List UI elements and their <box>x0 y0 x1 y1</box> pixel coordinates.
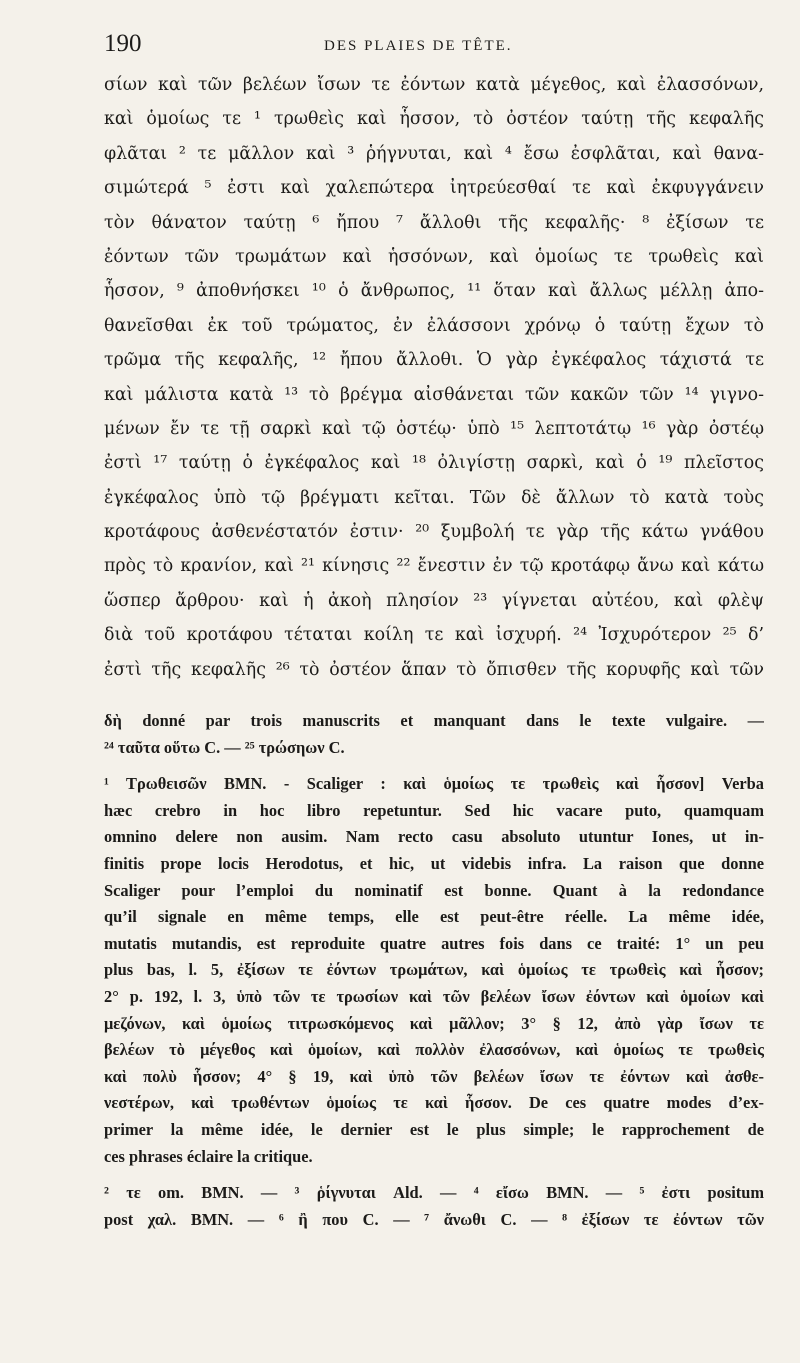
page-header <box>104 30 760 64</box>
text-line: θανεῖσθαι ἐκ τοῦ τρώματος, ἐν ἐλάσσονι χρόνῳ ὁ ταύτῃ ἔχων τὸ <box>104 315 764 336</box>
note-line: ²⁴ ταῦτα οὕτω C. — ²⁵ τρώσηων C. <box>104 737 345 757</box>
note-line: post χαλ. BMN. — ⁶ ἢ που C. — ⁷ ἄνωθι C. — ⁸ ἐξίσων τε ἐόντων τῶν <box>104 1209 764 1229</box>
footnote-2 <box>104 1180 764 1233</box>
note-line: ces phrases éclaire la critique. <box>104 1146 313 1166</box>
text-line: ἐγκέφαλος ὑπὸ τῷ βρέγματι κεῖται. Τῶν δὲ ἄλλων τὸ κατὰ τοὺς <box>104 487 764 508</box>
text-line: ἧσσον, ⁹ ἀποθνήσκει ¹⁰ ὁ ἄνθρωπος, ¹¹ ὅταν καὶ ἄλλως μέλλῃ ἀπο- <box>104 281 764 302</box>
note-line: ¹ Τρωθεισῶν BMN. - Scaliger : καὶ ὁμοίως τε τρωθεὶς καὶ ἧσσον] Verba <box>104 774 764 794</box>
text-line: μένων ἔν τε τῇ σαρκὶ καὶ τῷ ὀστέῳ· ὑπὸ ¹⁵ λεπτοτάτῳ ¹⁶ γὰρ ὀστέῳ <box>104 418 764 439</box>
text-line: πρὸς τὸ κρανίον, καὶ ²¹ κίνησις ²² ἔνεστιν ἐν τῷ κροτάφῳ ἄνω καὶ κάτω <box>104 556 764 577</box>
text-line: ὥσπερ ἄρθρου· καὶ ἡ ἀκοὴ πλησίον ²³ γίγνεται αὐτέου, καὶ φλὲψ <box>104 590 764 611</box>
running-title: DES PLAIES DE TÊTE. <box>324 38 513 54</box>
note-line: 2° p. 192, l. 3, ὑπὸ τῶν τε τρωσίων καὶ τῶν βελέων ἴσων ἐόντων καὶ ὁμοίων καὶ <box>104 986 764 1006</box>
text-line: φλᾶται ² τε μᾶλλον καὶ ³ ῥήγνυται, καὶ ⁴ ἔσω ἐσφλᾶται, καὶ θανα- <box>104 143 764 164</box>
text-line: ἐστὶ ¹⁷ ταύτῃ ὁ ἐγκέφαλος καὶ ¹⁸ ὀλιγίστῃ σαρκὶ, καὶ ὁ ¹⁹ πλεῖστος <box>104 453 764 474</box>
note-spacer <box>104 1170 764 1180</box>
note-line: ² τε om. BMN. — ³ ῥίγνυται Ald. — ⁴ εἴσω BMN. — ⁵ ἐστι positum <box>104 1183 764 1203</box>
footnote-continuation <box>104 708 764 761</box>
text-line: κροτάφους ἀσθενέστατόν ἐστιν· ²⁰ ξυμβολή τε γὰρ τῆς κάτω γνάθου <box>104 522 764 543</box>
text-line: τρῶμα τῆς κεφαλῆς, ¹² ἤπου ἄλλοθι. Ὁ γὰρ ἐγκέφαλος τάχιστά τε <box>104 350 764 371</box>
text-line: σίων καὶ τῶν βελέων ἴσων τε ἐόντων κατὰ μέγεθος, καὶ ἐλασσόνων, <box>104 75 764 95</box>
page-number: 190 <box>104 30 142 57</box>
note-line: mutatis mutandis, est reproduite quatre autres fois dans ce traité: 1° un peu <box>104 933 764 953</box>
note-line: νεστέρων, καὶ τρωθέντων ὁμοίως τε καὶ ἧσσον. De ces quatre modes d’ex- <box>104 1093 764 1113</box>
text-line: καὶ ὁμοίως τε ¹ τρωθεὶς καὶ ἧσσον, τὸ ὀστέον ταύτῃ τῆς κεφαλῆς <box>104 109 764 130</box>
text-line: ἐόντων τῶν τρωμάτων καὶ ἡσσόνων, καὶ ὁμοίως τε τρωθεὶς καὶ <box>104 246 764 267</box>
note-line: hæc crebro in hoc libro repetuntur. Sed hic vacare puto, quamquam <box>104 800 764 820</box>
note-line: qu’il signale en même temps, elle est peut-être réelle. La même idée, <box>104 907 764 927</box>
note-line: καὶ πολὺ ἧσσον; 4° § 19, καὶ ὑπὸ τῶν βελέων ἴσων τε ἐόντων καὶ ἀσθε- <box>104 1066 764 1086</box>
note-line: primer la même idée, le dernier est le plus simple; le rapprochement de <box>104 1119 764 1139</box>
greek-main-text <box>104 68 764 687</box>
note-line: Scaliger pour l’emploi du nominatif est bonne. Quant à la redondance <box>104 880 764 900</box>
note-line: finitis prope locis Herodotus, et hic, ut videbis infra. La raison que donne <box>104 853 764 873</box>
note-spacer <box>104 761 764 771</box>
text-line: τὸν θάνατον ταύτῃ ⁶ ἤπου ⁷ ἄλλοθι τῆς κεφαλῆς· ⁸ ἐξίσων τε <box>104 212 764 233</box>
text-line: διὰ τοῦ κροτάφου τέταται κοίλη τε καὶ ἰσχυρή. ²⁴ Ἰσχυρότερον ²⁵ δ’ <box>104 625 764 646</box>
text-line: ἐστὶ τῆς κεφαλῆς ²⁶ τὸ ὀστέον ἅπαν τὸ ὄπισθεν τῆς κορυφῆς καὶ τῶν <box>104 659 764 680</box>
footnote-1 <box>104 771 764 1170</box>
note-line: plus bas, l. 5, ἐξίσων τε ἐόντων τρωμάτων, καὶ ὁμοίως τε τρωθεὶς καὶ ἧσσον; <box>104 960 764 980</box>
text-line: σιμώτερά ⁵ ἐστι καὶ χαλεπώτερα ἰητρεύεσθαί τε καὶ ἐκφυγγάνειν <box>104 178 764 199</box>
note-line: omnino delere non ausim. Nam recto casu absoluto utuntur Iones, ut in- <box>104 827 764 847</box>
footnotes <box>104 708 764 1233</box>
note-line: δὴ donné par trois manuscrits et manquant dans le texte vulgaire. — <box>104 711 764 730</box>
note-line: βελέων τὸ μέγεθος καὶ ὁμοίων, καὶ πολλὸν ἐλασσόνων, καὶ ὁμοίως τε τρωθεὶς <box>104 1040 764 1060</box>
note-line: μεζόνων, καὶ ὁμοίως τιτρωσκόμενος καὶ μᾶλλον; 3° § 12, ἀπὸ γὰρ ἴσων τε <box>104 1013 764 1033</box>
text-line: καὶ μάλιστα κατὰ ¹³ τὸ βρέγμα αἰσθάνεται τῶν κακῶν τῶν ¹⁴ γιγνο- <box>104 384 764 405</box>
